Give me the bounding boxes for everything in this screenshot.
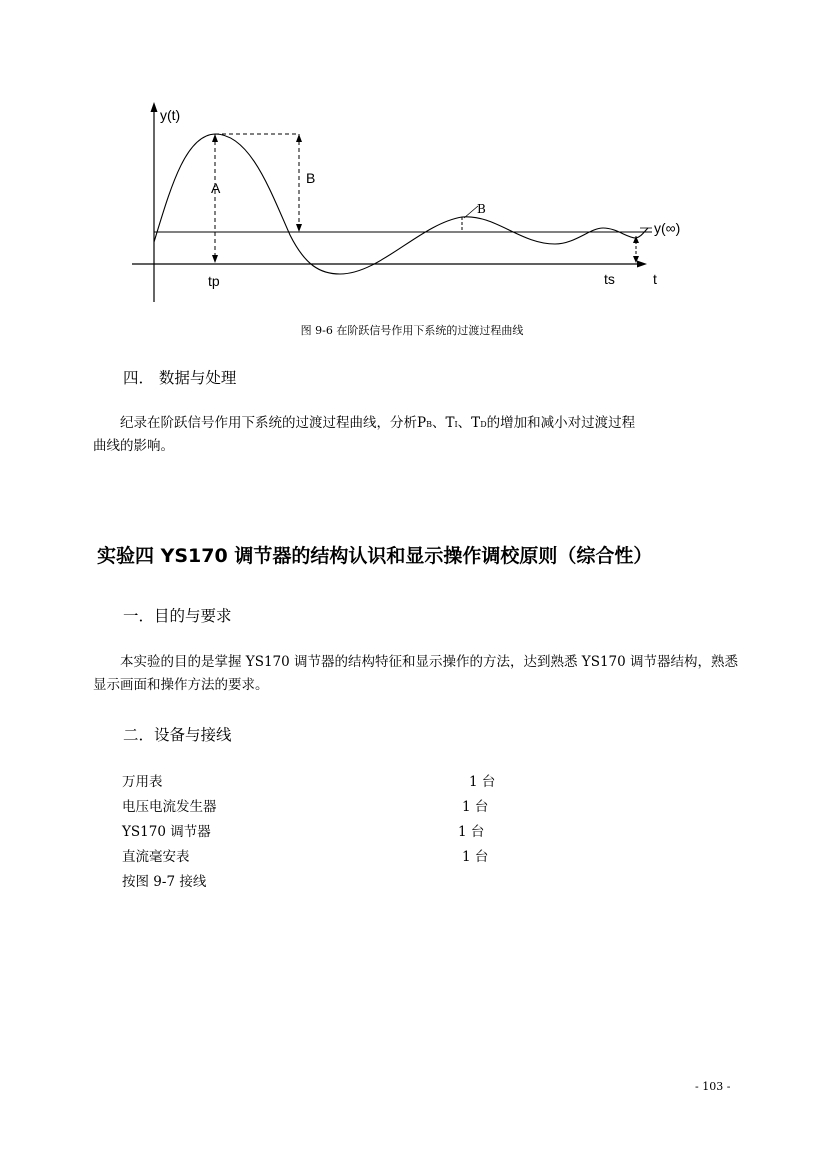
equipment-qty: 1 台 xyxy=(458,824,485,840)
a-label: A xyxy=(211,180,221,196)
section1-heading: 一．目的与要求 xyxy=(123,607,232,625)
steady-state-label: y(∞) xyxy=(654,220,681,236)
y-axis-label: y(t) xyxy=(160,107,181,123)
equipment-name: 万用表 xyxy=(122,774,163,790)
section2-heading: 二．设备与接线 xyxy=(123,726,232,744)
section4-sep1: 、T xyxy=(431,415,455,431)
equipment-row xyxy=(122,820,211,840)
response-curve xyxy=(154,134,648,274)
b2-leader-line xyxy=(464,206,478,218)
section1-paragraph: 本实验的目的是掌握 YS170 调节器的结构特征和显示操作的方法，达到熟悉 YS170 调节器结构，熟悉显示画面和操作方法的要求。 xyxy=(93,654,739,693)
tp-arrow-bottom xyxy=(212,255,218,263)
sub-i: I xyxy=(454,420,458,429)
section4-sep2: 、T xyxy=(457,415,481,431)
equipment-qty: 1 台 xyxy=(462,799,489,815)
section4-text-a: 纪录在阶跃信号作用下系统的过渡过程曲线，分析P xyxy=(120,415,427,431)
b-label: B xyxy=(306,170,316,186)
figure-caption: 图 9-6 在阶跃信号作用下系统的过渡过程曲线 xyxy=(300,324,524,337)
y-axis-arrow xyxy=(151,102,158,112)
x-axis-arrow xyxy=(637,261,647,268)
step-response-figure xyxy=(0,0,824,320)
section4-paragraph xyxy=(93,412,743,436)
sub-b: B xyxy=(426,420,432,429)
b2-label: B xyxy=(477,202,486,216)
equipment-name: 直流毫安表 xyxy=(122,849,190,865)
equipment-name: 电压电流发生器 xyxy=(122,799,217,815)
section4-heading: 四． 数据与处理 xyxy=(123,369,237,387)
equipment-name: YS170 调节器 xyxy=(122,824,211,840)
b-arrow-top xyxy=(296,134,302,142)
equipment-qty: 1 台 xyxy=(462,849,489,865)
experiment-title: 实验四 YS170 调节器的结构认识和显示操作调校原则（综合性） xyxy=(97,545,653,567)
page-number: - 103 - xyxy=(695,1080,731,1093)
b-arrow-bottom xyxy=(296,224,302,232)
tp-arrow-top xyxy=(212,134,218,142)
ts-label: ts xyxy=(604,271,615,287)
equipment-row xyxy=(122,845,190,865)
wiring-instruction: 按图 9-7 接线 xyxy=(122,874,207,890)
x-axis-label: t xyxy=(653,271,657,287)
equipment-row xyxy=(122,770,163,790)
sub-d: D xyxy=(480,420,487,429)
tp-label: tp xyxy=(208,273,220,289)
equipment-qty: 1 台 xyxy=(469,774,496,790)
section4-paragraph-cont: 曲线的影响。 xyxy=(93,438,174,454)
section4-text-b: 的增加和减小对过渡过程 xyxy=(486,415,636,431)
equipment-row xyxy=(122,795,217,815)
